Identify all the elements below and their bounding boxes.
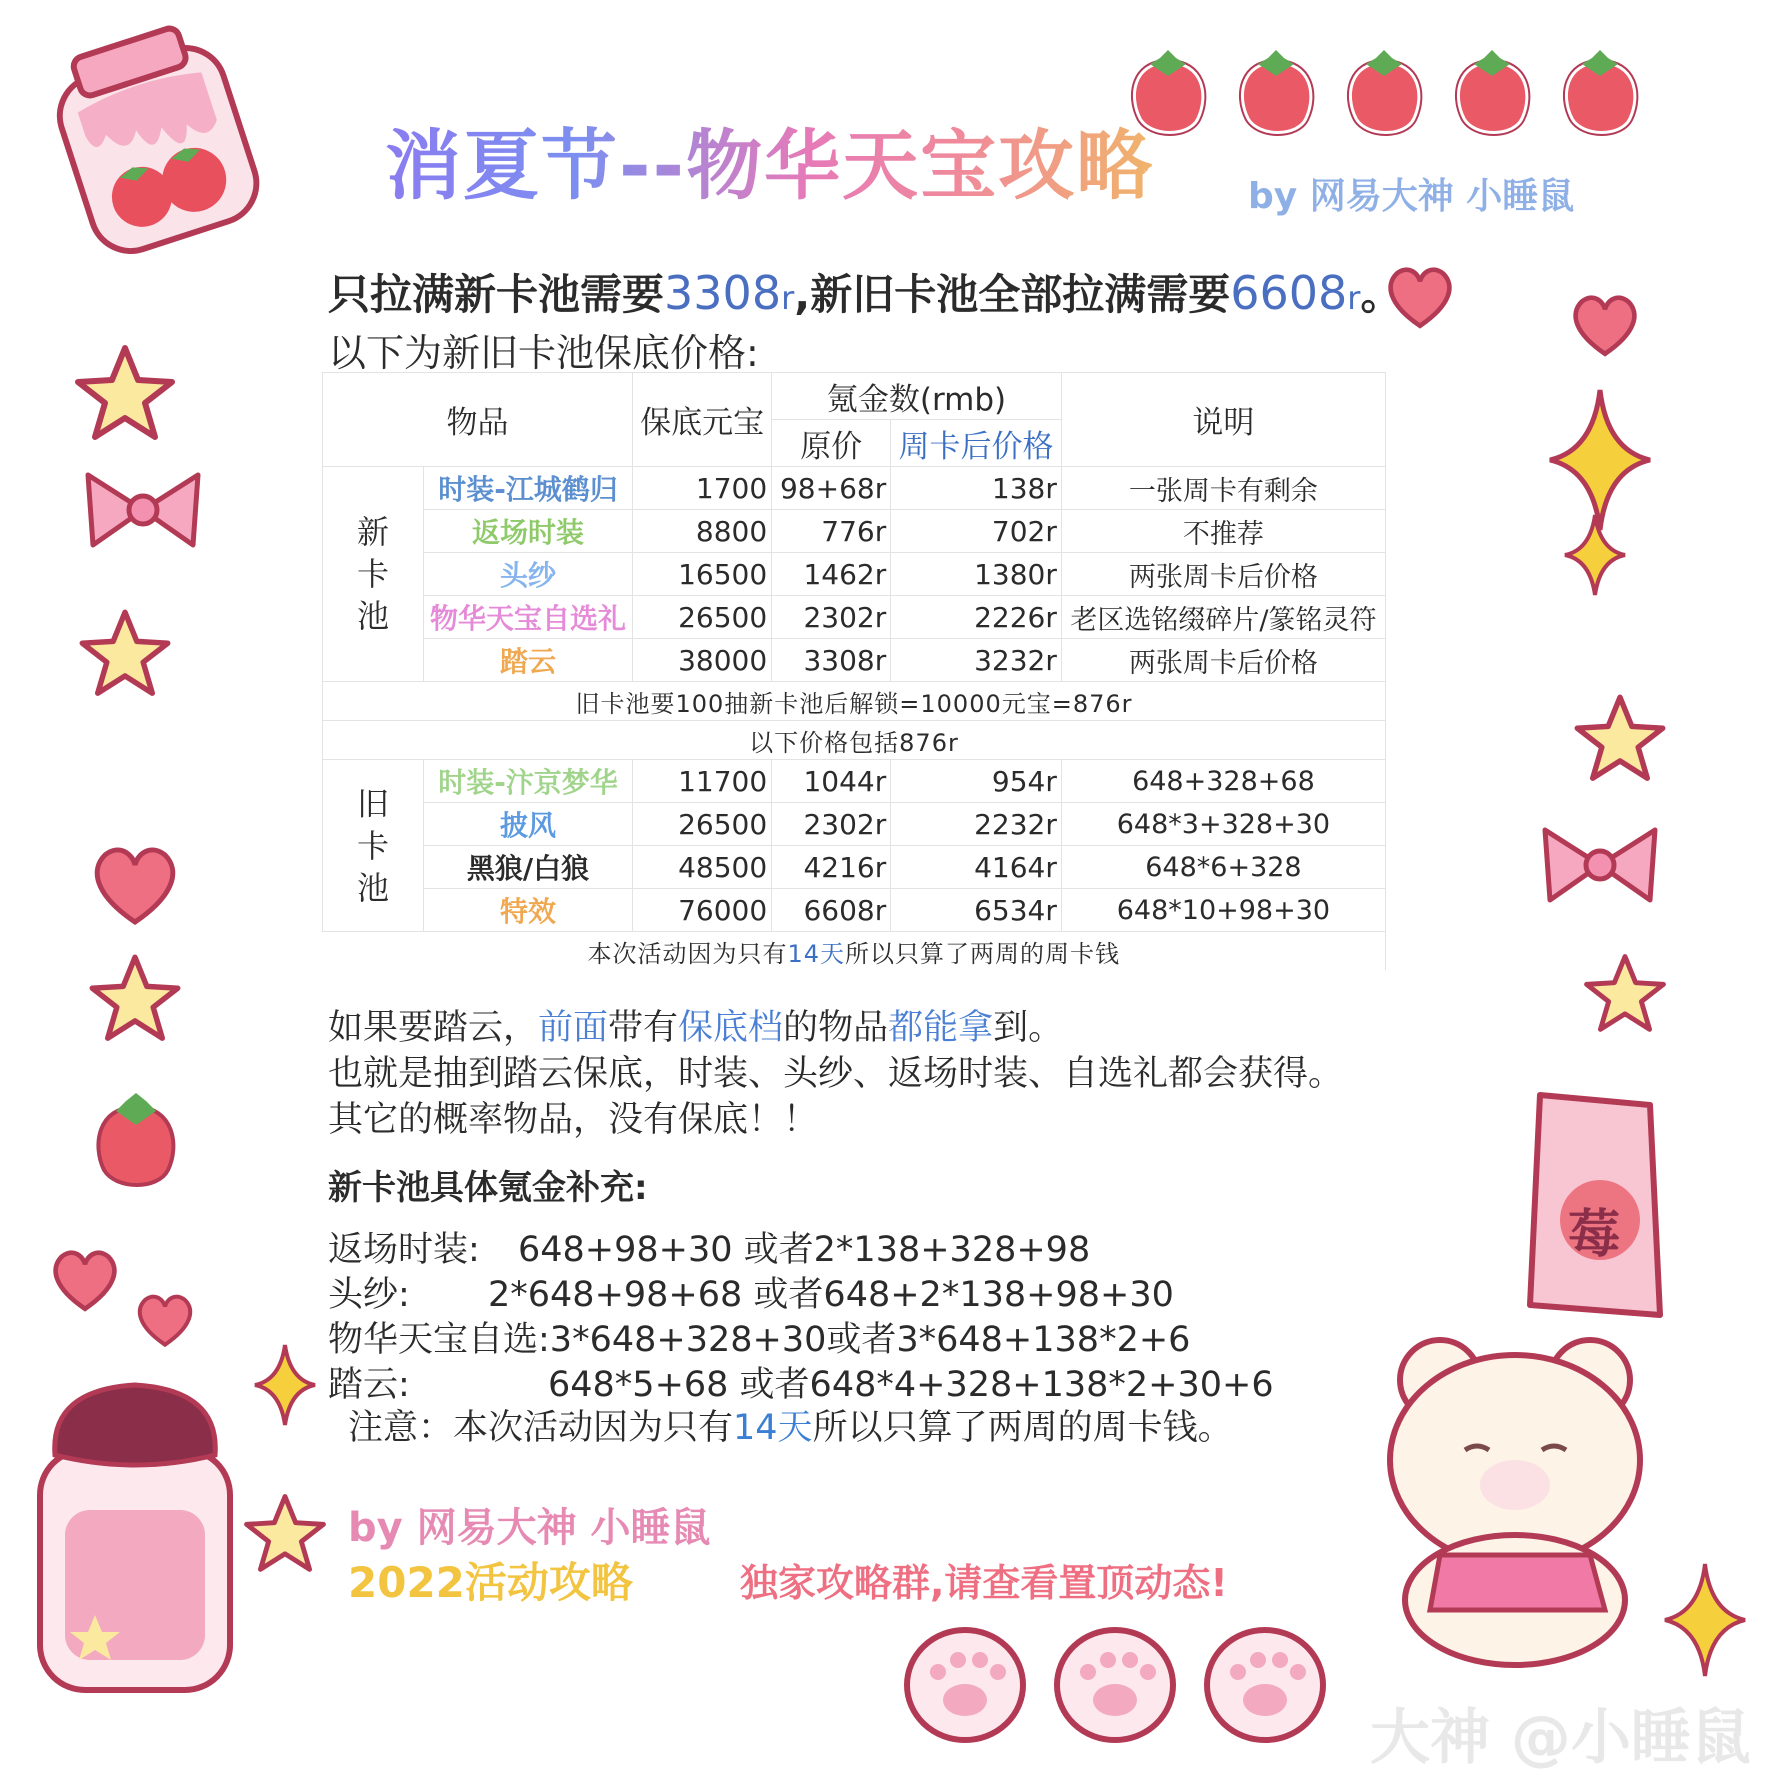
heart-sticker-icon (45, 1245, 125, 1315)
sparkle-icon (250, 1340, 320, 1430)
item-cell: 时装-江城鹤归 (424, 467, 633, 510)
footer-year: 2022活动攻略 (348, 1558, 633, 1607)
pool-label-char: 卡 (356, 826, 389, 865)
para-text: 带有 (608, 1008, 679, 1048)
table-row (323, 596, 1386, 639)
sparkle-icon (1560, 510, 1630, 600)
formula-label: 返场时装: (328, 1230, 480, 1270)
yuanbao-cell: 11700 (633, 760, 772, 803)
author-byline: by 网易大神 小睡鼠 (1248, 176, 1575, 217)
table-intro: 以下为新旧卡池保底价格: (328, 331, 759, 375)
item-cell: 物华天宝自选礼 (424, 596, 633, 639)
strawberry-row-icon (1120, 40, 1660, 150)
table-footer-note (323, 932, 1386, 971)
header-original: 原价 (772, 420, 891, 467)
pool-label-cell (323, 467, 424, 682)
heart-sticker-icon (1560, 290, 1650, 360)
formula-value: 3*648+328+30或者3*648+138*2+6 (549, 1320, 1191, 1360)
item-cell: 黑狼/白狼 (424, 846, 633, 889)
para-highlight: 都能拿 (888, 1008, 994, 1048)
note-cell: 不推荐 (1061, 510, 1385, 553)
yuanbao-cell: 26500 (633, 596, 772, 639)
formula-row (328, 1312, 1190, 1362)
original-price-cell: 2302r (772, 596, 891, 639)
star-sticker-icon (70, 340, 180, 450)
weekly-price-cell: 2232r (891, 803, 1062, 846)
formula-label: 物华天宝自选: (328, 1320, 550, 1360)
summary-num-all: 6608 (1230, 266, 1348, 320)
item-cell: 踏云 (424, 639, 633, 682)
original-price-cell: 776r (772, 510, 891, 553)
footer-byline: by 网易大神 小睡鼠 (348, 1505, 711, 1551)
note-cell: 648*6+328 (1061, 846, 1385, 889)
yuanbao-cell: 1700 (633, 467, 772, 510)
table-row (323, 510, 1386, 553)
table-row (323, 889, 1386, 932)
jam-jar-icon (20, 1370, 250, 1700)
strawberry-jar-icon (30, 20, 280, 260)
pool-label-char: 卡 (356, 555, 389, 593)
footer-note-days: 14天 (787, 939, 846, 968)
pool-label-char: 新 (356, 513, 389, 551)
summary-text-2: ,新旧卡池全部拉满需要 (794, 270, 1231, 319)
watermark: 大神 @小睡鼠 (1370, 1703, 1751, 1773)
paragraph-line-2: 也就是抽到踏云保底，时装、头纱、返场时装、自选礼都会获得。 (328, 1054, 1344, 1094)
original-price-cell: 1462r (772, 553, 891, 596)
star-sticker-icon (1570, 690, 1670, 790)
unlock-note: 旧卡池要100抽新卡池后解锁=10000元宝=876r (323, 682, 1386, 721)
weekly-price-cell: 138r (891, 467, 1062, 510)
paragraph-line-1 (328, 1000, 1063, 1050)
formula-row (328, 1267, 1174, 1317)
yuanbao-cell: 76000 (633, 889, 772, 932)
notice-days: 14天 (733, 1408, 813, 1448)
table-row (323, 846, 1386, 889)
para-text: 如果要踏云， (328, 1008, 539, 1048)
star-sticker-icon (85, 950, 185, 1050)
header-item: 物品 (323, 373, 633, 467)
table-header-row (323, 373, 1386, 420)
original-price-cell: 6608r (772, 889, 891, 932)
item-cell: 披风 (424, 803, 633, 846)
summary-unit-2: r (1347, 279, 1361, 317)
header-spend: 氪金数(rmb) (772, 373, 1062, 420)
formula-row (328, 1222, 1090, 1272)
notice-line (348, 1400, 1233, 1450)
header-note: 说明 (1061, 373, 1385, 467)
table-row (323, 639, 1386, 682)
table-note-row (323, 682, 1386, 721)
original-price-cell: 3308r (772, 639, 891, 682)
note-cell: 一张周卡有剩余 (1061, 467, 1385, 510)
footer-note-text: 本次活动因为只有 (587, 939, 788, 968)
pool-label-cell (323, 760, 424, 932)
item-cell: 头纱 (424, 553, 633, 596)
paragraph-line-3: 其它的概率物品，没有保底！！ (328, 1100, 819, 1140)
footer-group-notice: 独家攻略群,请查看置顶动态! (740, 1561, 1228, 1605)
pool-label-char: 旧 (356, 784, 389, 823)
note-cell: 648+328+68 (1061, 760, 1385, 803)
pool-label-char: 池 (356, 597, 389, 635)
formula-value: 2*648+98+68 或者648+2*138+98+30 (488, 1275, 1174, 1315)
page-title: 消夏节--物华天宝攻略 (385, 105, 1154, 214)
table-row (323, 467, 1386, 510)
item-cell: 返场时装 (424, 510, 633, 553)
bow-sticker-icon (1535, 815, 1665, 915)
weekly-price-cell: 4164r (891, 846, 1062, 889)
table-note-row (323, 932, 1386, 971)
para-text: 的物品 (783, 1008, 889, 1048)
weekly-price-cell: 6534r (891, 889, 1062, 932)
star-sticker-icon (1580, 950, 1670, 1040)
sparkle-icon (1660, 1560, 1750, 1680)
formula-label: 踏云: (328, 1365, 410, 1405)
notice-text: 所以只算了两周的周卡钱。 (812, 1408, 1233, 1448)
summary-end: 。 (1360, 270, 1403, 319)
original-price-cell: 98+68r (772, 467, 891, 510)
table-row (323, 553, 1386, 596)
formula-value: 648+98+30 或者2*138+328+98 (518, 1230, 1091, 1270)
weekly-price-cell: 1380r (891, 553, 1062, 596)
header-weekly: 周卡后价格 (891, 420, 1062, 467)
star-sticker-icon (240, 1490, 330, 1580)
pool-label-char: 池 (356, 868, 389, 907)
original-price-cell: 4216r (772, 846, 891, 889)
note-cell: 648*3+328+30 (1061, 803, 1385, 846)
weekly-price-cell: 2226r (891, 596, 1062, 639)
price-table (322, 372, 1386, 970)
original-price-cell: 1044r (772, 760, 891, 803)
table-row (323, 803, 1386, 846)
summary-unit-1: r (781, 279, 795, 317)
table-note-row (323, 721, 1386, 760)
strawberry-icon (88, 1085, 183, 1195)
notice-text: 注意：本次活动因为只有 (348, 1408, 734, 1448)
item-cell: 特效 (424, 889, 633, 932)
formula-label: 头纱: (328, 1275, 410, 1315)
paw-row-icon (900, 1620, 1360, 1750)
heart-sticker-icon (130, 1290, 200, 1350)
header-guarantee: 保底元宝 (633, 373, 772, 467)
weekly-price-cell: 3232r (891, 639, 1062, 682)
weekly-price-cell: 954r (891, 760, 1062, 803)
para-highlight: 保底档 (678, 1008, 784, 1048)
note-cell: 648*10+98+30 (1061, 889, 1385, 932)
summary-line (328, 262, 1402, 322)
yuanbao-cell: 48500 (633, 846, 772, 889)
heart-sticker-icon (85, 840, 185, 930)
teddy-bear-icon (1370, 1320, 1660, 1660)
note-cell: 两张周卡后价格 (1061, 553, 1385, 596)
original-price-cell: 2302r (772, 803, 891, 846)
yuanbao-cell: 8800 (633, 510, 772, 553)
table-row (323, 760, 1386, 803)
candy-bag-label: 莓 (1568, 1205, 1621, 1265)
note-cell: 老区选铭缀碎片/篆铭灵符 (1061, 596, 1385, 639)
summary-num-new: 3308 (664, 266, 782, 320)
yuanbao-cell: 26500 (633, 803, 772, 846)
note-cell: 两张周卡后价格 (1061, 639, 1385, 682)
summary-text-1: 只拉满新卡池需要 (328, 270, 665, 319)
para-highlight: 前面 (538, 1008, 609, 1048)
para-text: 到。 (993, 1008, 1064, 1048)
footer-note-text: 所以只算了两周的周卡钱 (845, 939, 1121, 968)
yuanbao-cell: 16500 (633, 553, 772, 596)
include-note: 以下价格包括876r (323, 721, 1386, 760)
yuanbao-cell: 38000 (633, 639, 772, 682)
candy-bag (1520, 1080, 1670, 1330)
formula-value: 648*5+68 或者648*4+328+138*2+30+6 (548, 1365, 1274, 1405)
weekly-price-cell: 702r (891, 510, 1062, 553)
star-sticker-icon (75, 605, 175, 705)
item-cell: 时装-汴京梦华 (424, 760, 633, 803)
bow-sticker-icon (78, 460, 208, 560)
supplement-title: 新卡池具体氪金补充: (328, 1168, 648, 1208)
